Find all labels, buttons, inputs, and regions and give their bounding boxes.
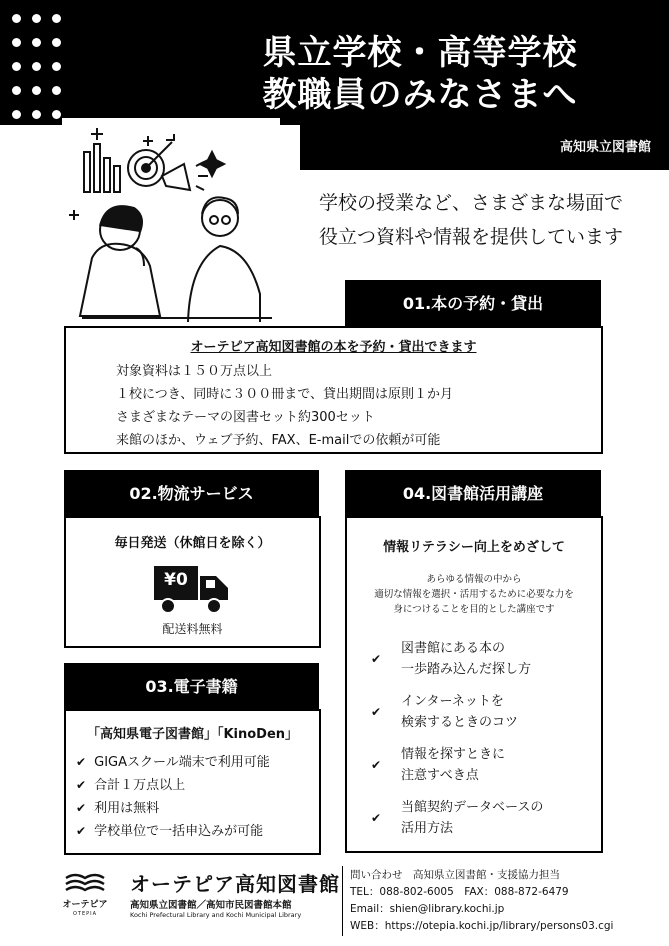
contact-email: Email：shien@library.kochi.jp: [350, 903, 505, 915]
library-logo-name: オーテピア高知図書館: [130, 872, 340, 896]
section-logistics-title: 02.物流サービス: [64, 470, 319, 518]
section-ebooks-list: [76, 751, 270, 843]
section-logistics-box: [64, 516, 321, 648]
check-icon: ✔: [371, 757, 382, 772]
list-item: ✔ インターネットを 検索するときのコツ: [371, 694, 519, 730]
check-icon: ✔: [371, 704, 382, 719]
truck-price-label: ¥0: [164, 570, 188, 590]
list-item: １校につき、同時に３００冊まで、貸出期間は原則１か月: [116, 387, 453, 402]
section-ebooks-heading: 「高知県電子図書館」「KinoDen」: [86, 727, 299, 742]
section-ebooks-title: 03.電子書籍: [64, 663, 319, 711]
dot-pattern: [8, 6, 68, 136]
dot: [32, 86, 41, 95]
people-illustration: [62, 118, 280, 330]
section-ebooks-box: [64, 709, 321, 855]
section-reservation-title: 01.本の予約・貸出: [345, 280, 601, 328]
library-logo-mark: オーテピア OTEPIA: [62, 870, 108, 916]
dot: [52, 38, 61, 47]
check-icon: ✔: [371, 651, 382, 666]
library-logo-sub: 高知県立図書館／高知市民図書館本館: [130, 900, 292, 911]
contact-web: WEB：https://otepia.kochi.jp/library/persons03.cgi: [350, 920, 614, 932]
dot: [32, 38, 41, 47]
dot: [32, 110, 41, 119]
list-item: ✔ 図書館にある本の 一歩踏み込んだ探し方: [371, 641, 532, 677]
list-item: ✔ GIGAスクール端末で利用可能: [76, 751, 270, 774]
title-line-1: 県立学校・高等学校: [262, 33, 578, 73]
library-logo-en: Kochi Prefectural Library and Kochi Municipal Library: [130, 911, 302, 919]
check-icon: ✔: [76, 824, 87, 838]
dot: [52, 110, 61, 119]
dot: [12, 86, 21, 95]
title-line-2: 教職員のみなさまへ: [262, 75, 578, 115]
list-item: 対象資料は１５０万点以上: [116, 364, 273, 379]
section-reservation-list: [116, 360, 453, 452]
section-lecture-description: あらゆる情報の中から 適切な情報を選択・活用するために必要な力を 身につけることを目的とした講座です: [374, 574, 574, 615]
list-item: ✔ 学校単位で一括申込みが可能: [76, 820, 270, 843]
section-logistics-heading: 毎日発送（休館日を除く）: [114, 536, 271, 551]
section-reservation-heading: オーテピア高知図書館の本を予約・貸出できます: [190, 340, 477, 355]
list-item: 来館のほか、ウェブ予約、FAX、E-mailでの依頼が可能: [116, 433, 441, 448]
check-icon: ✔: [76, 801, 87, 815]
dot: [12, 38, 21, 47]
contact-info: [350, 867, 613, 935]
contact-label: 問い合わせ 高知県立図書館・支援協力担当: [350, 869, 560, 881]
dot: [52, 62, 61, 71]
check-icon: ✔: [76, 778, 87, 792]
contact-tel: TEL：088-802-6005 FAX：088-872-6479: [350, 886, 569, 898]
page-title: [210, 32, 630, 116]
check-icon: ✔: [76, 755, 87, 769]
dot: [52, 86, 61, 95]
tagline-line-2: 役立つ資料や情報を提供しています: [318, 226, 623, 248]
list-item: ✔ 情報を探すときに 注意すべき点: [371, 747, 506, 783]
free-shipping-caption: 配送料無料: [162, 622, 223, 636]
section-lecture-title: 04.図書館活用講座: [345, 470, 601, 518]
tagline-line-1: 学校の授業など、さまざまな場面で: [318, 192, 623, 214]
dot: [12, 62, 21, 71]
publisher-name: 高知県立図書館: [559, 140, 651, 155]
bar-chart-doodle: [84, 144, 120, 192]
list-item: ✔ 合計１万点以上: [76, 774, 270, 797]
footer-divider: [342, 866, 343, 936]
list-item: ✔ 当館契約データベースの 活用方法: [371, 800, 544, 836]
dot: [12, 110, 21, 119]
truck-icon: [152, 564, 232, 616]
list-item: ✔ 利用は無料: [76, 797, 270, 820]
dot: [32, 62, 41, 71]
check-icon: ✔: [371, 810, 382, 825]
list-item: さまざまなテーマの図書セット約300セット: [116, 410, 375, 425]
dot: [12, 14, 21, 23]
section-lecture-list: [371, 638, 543, 850]
tagline: [296, 186, 646, 254]
dot: [52, 14, 61, 23]
dot: [32, 14, 41, 23]
section-reservation-box: [64, 326, 603, 454]
section-lecture-box: [345, 516, 603, 853]
section-lecture-heading: 情報リテラシー向上をめざして: [383, 540, 565, 555]
